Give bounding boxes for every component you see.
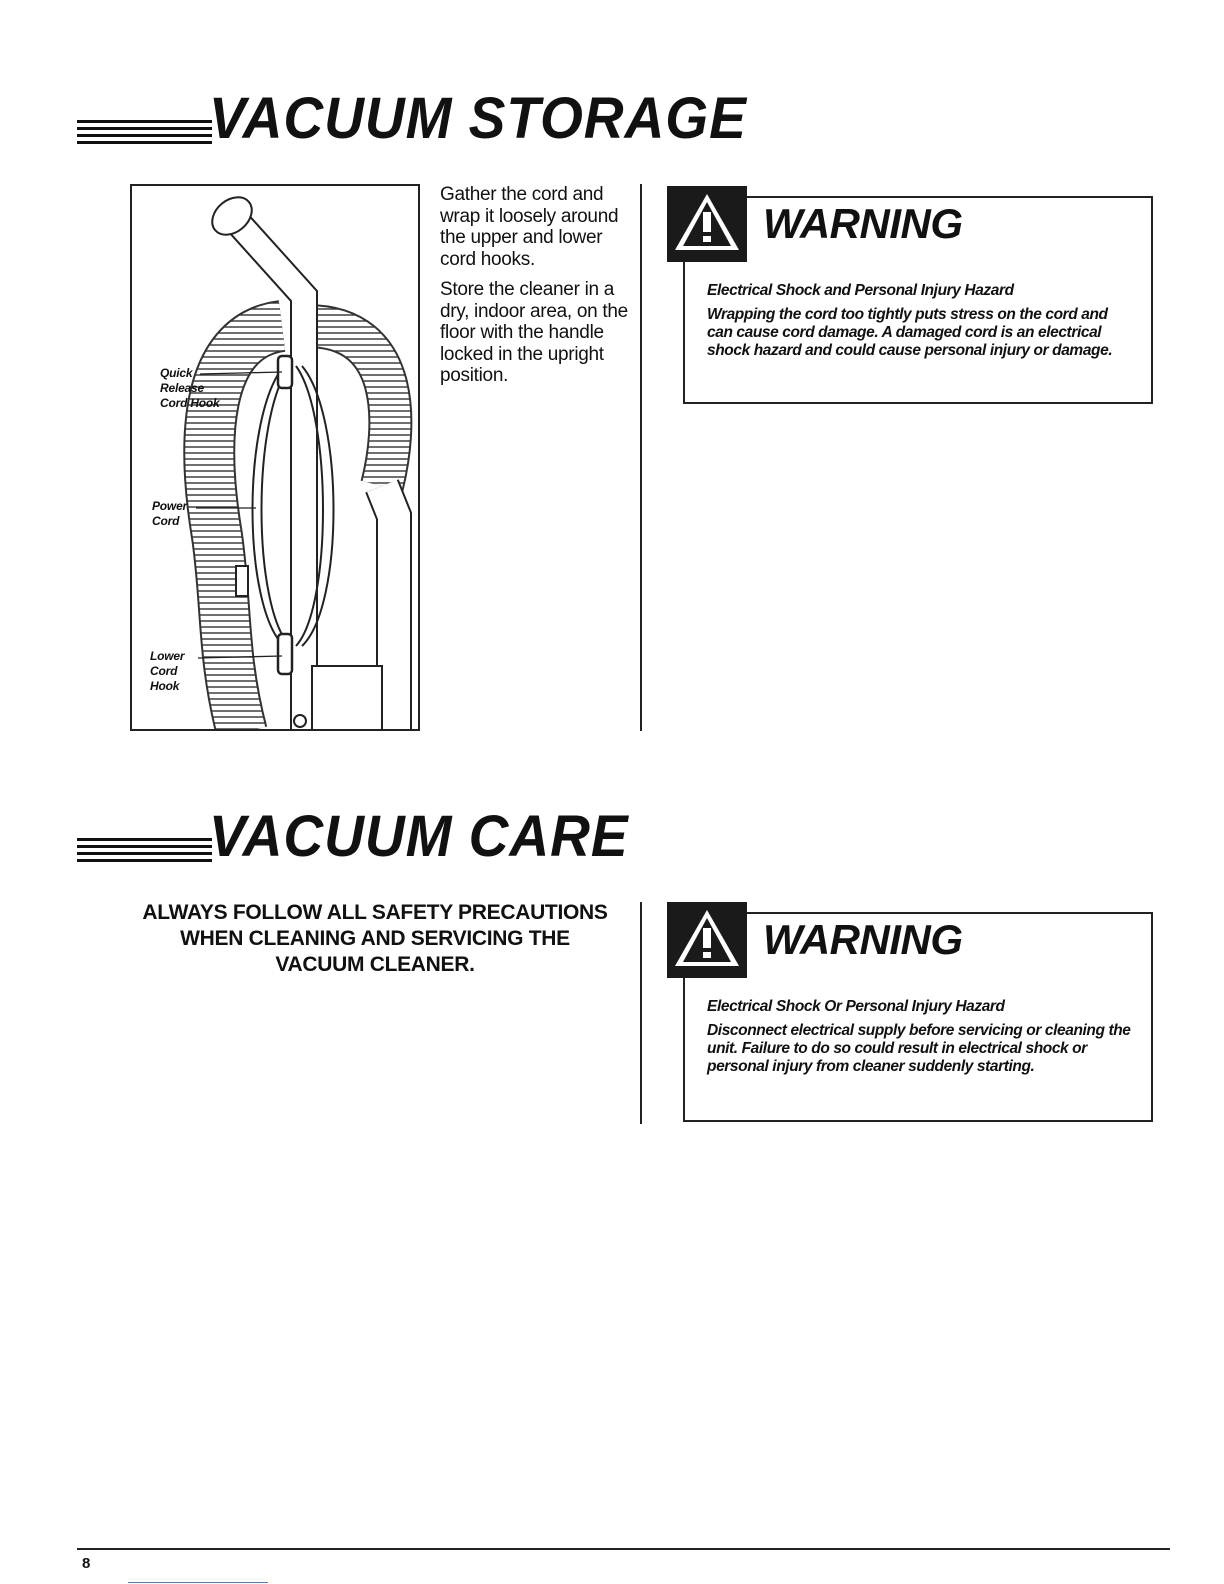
warning-subheading: Electrical Shock Or Personal Injury Hazard bbox=[707, 998, 1005, 1015]
footer-rule bbox=[77, 1548, 1170, 1550]
lower-cord-hook-label: Lower Cord Hook bbox=[150, 649, 185, 693]
storage-section-title bbox=[77, 86, 775, 151]
title-rule-lines bbox=[77, 830, 212, 866]
safety-precautions-note: ALWAYS FOLLOW ALL SAFETY PRECAUTIONS WHEN CLEANING AND SERVICING THE VACUUM CLEANER. bbox=[142, 901, 608, 976]
care-section-title bbox=[77, 804, 651, 869]
warning-body bbox=[707, 998, 1135, 1076]
storage-paragraph-2: Store the cleaner in a dry, indoor area, on the floor with the handle locked in the upright position. bbox=[440, 279, 628, 386]
page-number: 8 bbox=[82, 1555, 91, 1572]
care-warning-box bbox=[683, 912, 1153, 1122]
care-title-text: VACUUM CARE bbox=[209, 804, 629, 869]
storage-title-text: VACUUM STORAGE bbox=[209, 86, 747, 151]
power-cord-label: Power Cord bbox=[152, 499, 188, 528]
title-rule-lines bbox=[77, 112, 212, 148]
warning-text: Wrapping the cord too tightly puts stress on the cord and can cause cord damage. A damaged cord is an electrical shock hazard and could cause personal injury or damage. bbox=[707, 306, 1113, 359]
warning-body bbox=[707, 282, 1135, 360]
vacuum-cord-storage-illustration bbox=[130, 184, 420, 731]
warning-triangle-icon bbox=[667, 902, 747, 978]
storage-instructions bbox=[440, 184, 630, 396]
storage-warning-box bbox=[683, 196, 1153, 404]
warning-heading: WARNING bbox=[763, 916, 963, 963]
column-divider bbox=[640, 184, 642, 731]
quick-release-cord-hook-label: Quick Release Cord Hook bbox=[160, 366, 220, 410]
warning-subheading: Electrical Shock and Personal Injury Hazard bbox=[707, 282, 1014, 299]
column-divider bbox=[640, 902, 642, 1124]
warning-triangle-icon bbox=[667, 186, 747, 262]
storage-paragraph-1: Gather the cord and wrap it loosely around the upper and lower cord hooks. bbox=[440, 184, 619, 270]
warning-text: Disconnect electrical supply before servicing or cleaning the unit. Failure to do so could result in electrical shock or personal injury from cleaner suddenly starting. bbox=[707, 1022, 1131, 1075]
warning-heading: WARNING bbox=[763, 200, 963, 247]
footer-underline bbox=[128, 1582, 268, 1583]
